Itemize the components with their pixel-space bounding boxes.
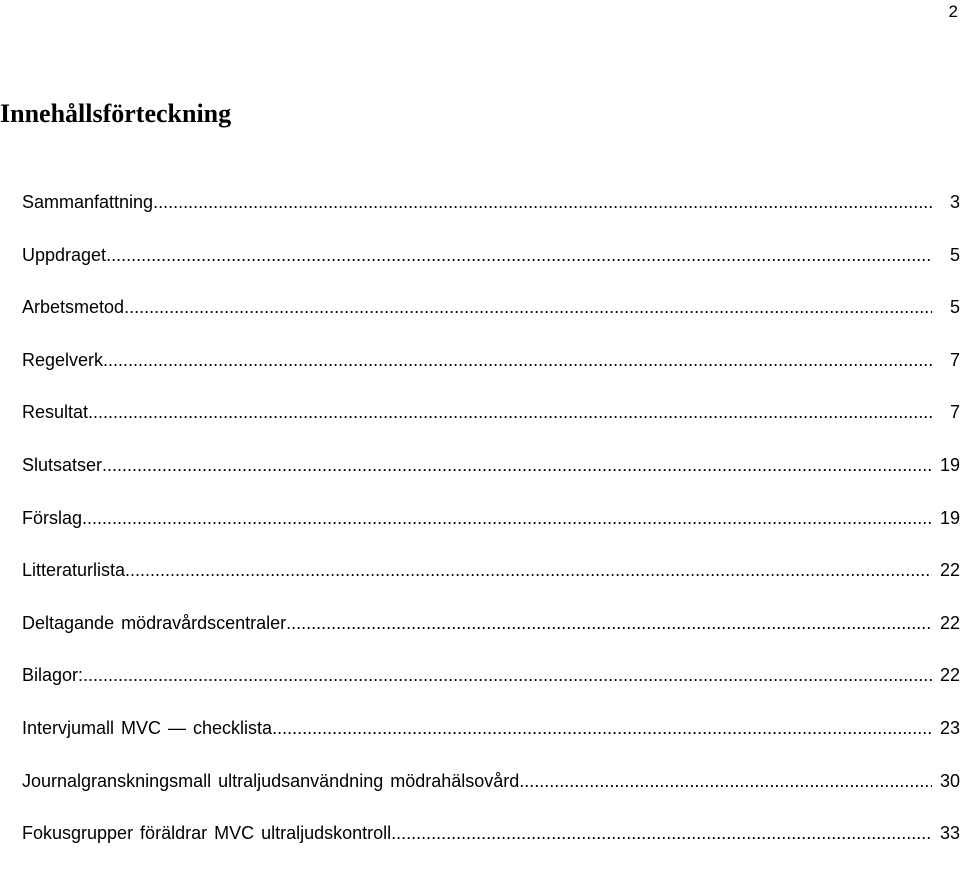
toc-entry[interactable] <box>22 189 960 242</box>
toc-dot-leader <box>106 242 932 268</box>
toc-entry-label: Sammanfattning <box>22 192 154 212</box>
toc-entry-page-number: 19 <box>939 507 960 528</box>
toc-entry[interactable] <box>22 399 960 452</box>
toc-title: Innehållsförteckning <box>0 99 232 128</box>
toc-entry[interactable] <box>22 610 960 663</box>
toc-entry-page-number: 7 <box>949 402 960 423</box>
toc-entry-page-number: 23 <box>939 717 960 738</box>
page-number: 2 <box>948 2 958 21</box>
toc-entry-page-number: 22 <box>939 612 960 633</box>
toc-entry-label: Slutsatser <box>22 454 103 475</box>
toc-entry[interactable] <box>22 505 960 558</box>
toc-entry-label: Bilagor: <box>22 665 84 686</box>
toc-entry-label: Förslag <box>22 507 83 528</box>
toc-entry-label: Fokusgrupper föräldrar MVC ultraljudskontroll <box>22 823 392 844</box>
toc-entry-page-number: 7 <box>949 349 960 370</box>
toc-entry-page-number: 3 <box>949 192 960 212</box>
toc-dot-leader <box>124 294 932 320</box>
toc-dot-leader <box>103 347 932 373</box>
toc-dot-leader <box>88 399 932 425</box>
toc-dot-leader <box>83 662 932 688</box>
toc-list <box>22 189 960 873</box>
toc-dot-leader <box>153 189 932 215</box>
toc-dot-leader <box>102 452 932 478</box>
toc-entry[interactable] <box>22 452 960 505</box>
toc-dot-leader <box>82 505 932 531</box>
toc-entry-label: Journalgranskningsmall ultraljudsanvändning mödrahälsovård <box>22 770 520 791</box>
toc-entry[interactable] <box>22 768 960 821</box>
toc-entry-page-number: 22 <box>939 560 960 581</box>
toc-entry[interactable] <box>22 242 960 295</box>
toc-entry-page-number: 5 <box>949 244 960 265</box>
toc-entry-page-number: 33 <box>939 823 960 844</box>
toc-entry-label: Arbetsmetod <box>22 297 125 318</box>
toc-entry-label: Resultat <box>22 402 89 423</box>
toc-dot-leader <box>286 610 932 636</box>
toc-entry[interactable] <box>22 715 960 768</box>
toc-dot-leader <box>519 768 932 794</box>
toc-entry[interactable] <box>22 347 960 400</box>
toc-entry[interactable] <box>22 820 960 873</box>
toc-entry-label: Litteraturlista <box>22 560 126 581</box>
toc-entry-label: Regelverk <box>22 349 104 370</box>
toc-entry-label: Deltagande mödravårdscentraler <box>22 612 287 633</box>
toc-dot-leader <box>125 557 932 583</box>
toc-entry-page-number: 30 <box>939 770 960 791</box>
toc-entry[interactable] <box>22 557 960 610</box>
toc-entry-label: Uppdraget <box>22 244 107 265</box>
toc-dot-leader <box>391 820 932 846</box>
toc-entry-page-number: 22 <box>939 665 960 686</box>
toc-dot-leader <box>272 715 932 741</box>
toc-entry[interactable] <box>22 294 960 347</box>
toc-entry[interactable] <box>22 662 960 715</box>
toc-entry-label: Intervjumall MVC — checklista <box>22 717 273 738</box>
toc-entry-page-number: 19 <box>939 454 960 475</box>
toc-entry-page-number: 5 <box>949 297 960 318</box>
